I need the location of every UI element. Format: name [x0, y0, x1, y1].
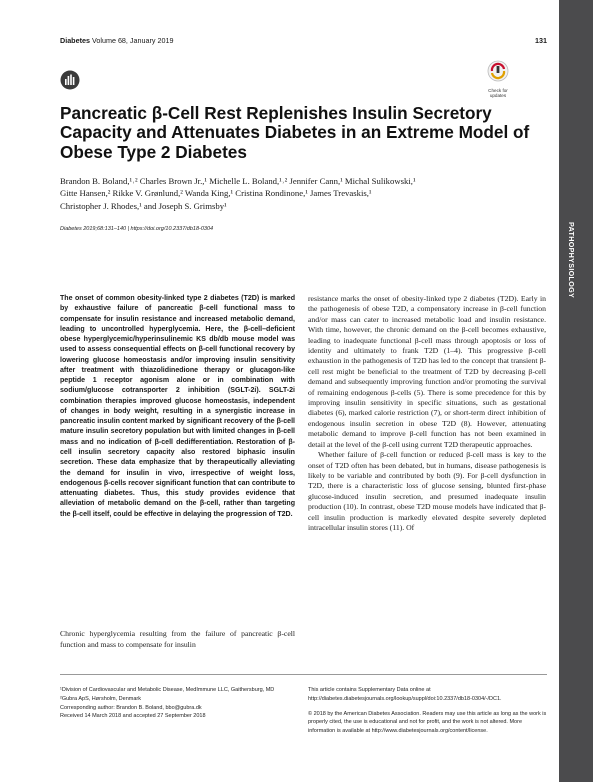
author-line: Gitte Hansen,² Rikke V. Grønlund,² Wanda King,¹ Cristina Rondinone,¹ James Trevaskis,¹ — [60, 188, 372, 199]
article-title: Pancreatic β-Cell Rest Replenishes Insulin Secretory Capacity and Attenuates Diabetes in an Extreme Model of Obese Type 2 Diabetes — [60, 103, 530, 162]
check-for-updates-label: Check for updates — [488, 88, 508, 98]
footnote-divider — [60, 674, 547, 675]
corresponding-author-note: Corresponding author: Brandon B. Boland, bbo@gubra.dk — [60, 704, 202, 711]
affiliation-note: ¹Division of Cardiovascular and Metabolic Disease, MedImmune LLC, Gaithersburg, MD — [60, 687, 275, 693]
abstract: The onset of common obesity-linked type 2 diabetes (T2D) is marked by exhaustive failure of pancreatic β-cell functional mass to compensate for insulin resistance and increased metabolic demand, leading to uncontrolled hyperglycemia. Here, the β-cell–deficient obese hyperglycemic/hyperinsulinemic KS db/db mouse model was used to assess consequential effects on β-cell functional recovery by lowering glucose homeostasis and/or improving insulin sensitivity after treatment with thiazolidinedione therapy or glucagon-like peptide 1 receptor agonism alone or in combination with sodium/glucose cotransporter 2 inhibition (SGLT-2i). SGLT-2i combination therapies improved glucose homeostasis, independent of changes in body weight, resulting in a synergistic increase in pancreatic insulin content marked by significant recovery of the β-cell mature insulin secretory population but with limited changes in β-cell mass and no indication of β-cell dedifferentiation. Restoration of β-cell insulin secretory capacity also restored biphasic insulin secretion. These data emphasize that by therapeutically alleviating the demand for insulin in vivo, irrespective of weight loss, endogenous β-cells recover significant function that can contribute to attenuating diabetes. Thus, this study provides evidence that alleviation of metabolic demand on the β-cell, rather than targeting the β-cell itself, could be effective in delaying the progression of T2D. — [60, 295, 295, 518]
section-label-text: PATHOPHYSIOLOGY — [567, 222, 576, 299]
journal-name: Diabetes — [60, 36, 90, 45]
body-paragraph: resistance marks the onset of obesity-linked type 2 diabetes (T2D). Early in the pathogenesis of obese T2D, a compensatory increase in β-cell function and/or mass can cater to increased metabolic load and insulin resistance. With time, however, the chronic demand on the β-cell becomes exhaustive, leading to inadequate functional β-cell mass through apoptosis or loss of identity and ultimately to frank T2D (1–4). This progressive β-cell exhaustion in the pathogenesis of T2D has led to the concept that transient β-cell rest might be beneficial to the treatment of T2D by decreasing β-cell demand and subsequently improving function and/or promoting the survival of remaining endogenous β-cells (5). There is some precedence for this by improving insulin sensitivity in specific situations, such as gestational diabetes (6), marked calorie restriction (7), or short-term direct inhibition of endogenous insulin secretion in obese T2D (8). However, attenuating metabolic demand to improve β-cell function has not been examined in detail at the level of the β-cell using current T2D therapeutic approaches. — [308, 294, 546, 449]
copyright-note: © 2018 by the American Diabetes Association. Readers may use this article as long as the work is properly cited, the use is educational and not for profit, and the work is not altered. More information is available at http://www.diabetesjournals.org/content/license. — [308, 710, 547, 735]
page-number: 131 — [535, 36, 547, 45]
author-list — [60, 175, 540, 212]
section-side-band — [559, 0, 593, 782]
footnotes-affiliations — [60, 686, 295, 721]
footnotes-rights — [308, 686, 548, 736]
received-dates-note: Received 14 March 2018 and accepted 27 September 2018 — [60, 713, 206, 720]
supplementary-data-note[interactable]: This article contains Supplementary Data online at http://diabetes.diabetesjournals.org/lookup/suppl/doi:10.2337/db18-0304/-/DC1. — [308, 687, 502, 702]
intro-paragraph-start: Chronic hyperglycemia resulting from the failure of pancreatic β-cell function and mass to compensate for insulin — [60, 629, 295, 649]
citation-doi[interactable]: Diabetes 2019;68:131–140 | https://doi.org/10.2337/db18-0304 — [60, 226, 214, 232]
affiliation-note: ²Gubra ApS, Hørsholm, Denmark — [60, 695, 141, 702]
author-line: Christopher J. Rhodes,¹ and Joseph S. Grimsby¹ — [60, 200, 227, 211]
body-paragraph: Whether failure of β-cell function or reduced β-cell mass is key to the onset of T2D often has been debated, but in humans, disease pathogenesis is likely to be variable and contributed by both (9). For β-cell dysfunction in T2D, there is a characteristic loss of glucose sensing, blunted first-phase glucose-induced insulin secretion, and presumed inadequate insulin production (10). In contrast, obese T2D mouse models have indicated that β-cell insulin production is markedly elevated despite severely depleted intracellular insulin stores (11). Of — [308, 450, 546, 532]
body-text-right-column — [308, 294, 546, 533]
running-header — [60, 36, 173, 45]
check-for-updates-icon[interactable] — [482, 60, 514, 96]
journal-logo-icon — [60, 70, 80, 90]
author-line: Brandon B. Boland,¹˒² Charles Brown Jr.,¹ Michelle L. Boland,¹˒² Jennifer Cann,¹ Michal Sulikowski,¹ — [60, 176, 416, 186]
journal-issue: Volume 68, January 2019 — [91, 36, 174, 45]
